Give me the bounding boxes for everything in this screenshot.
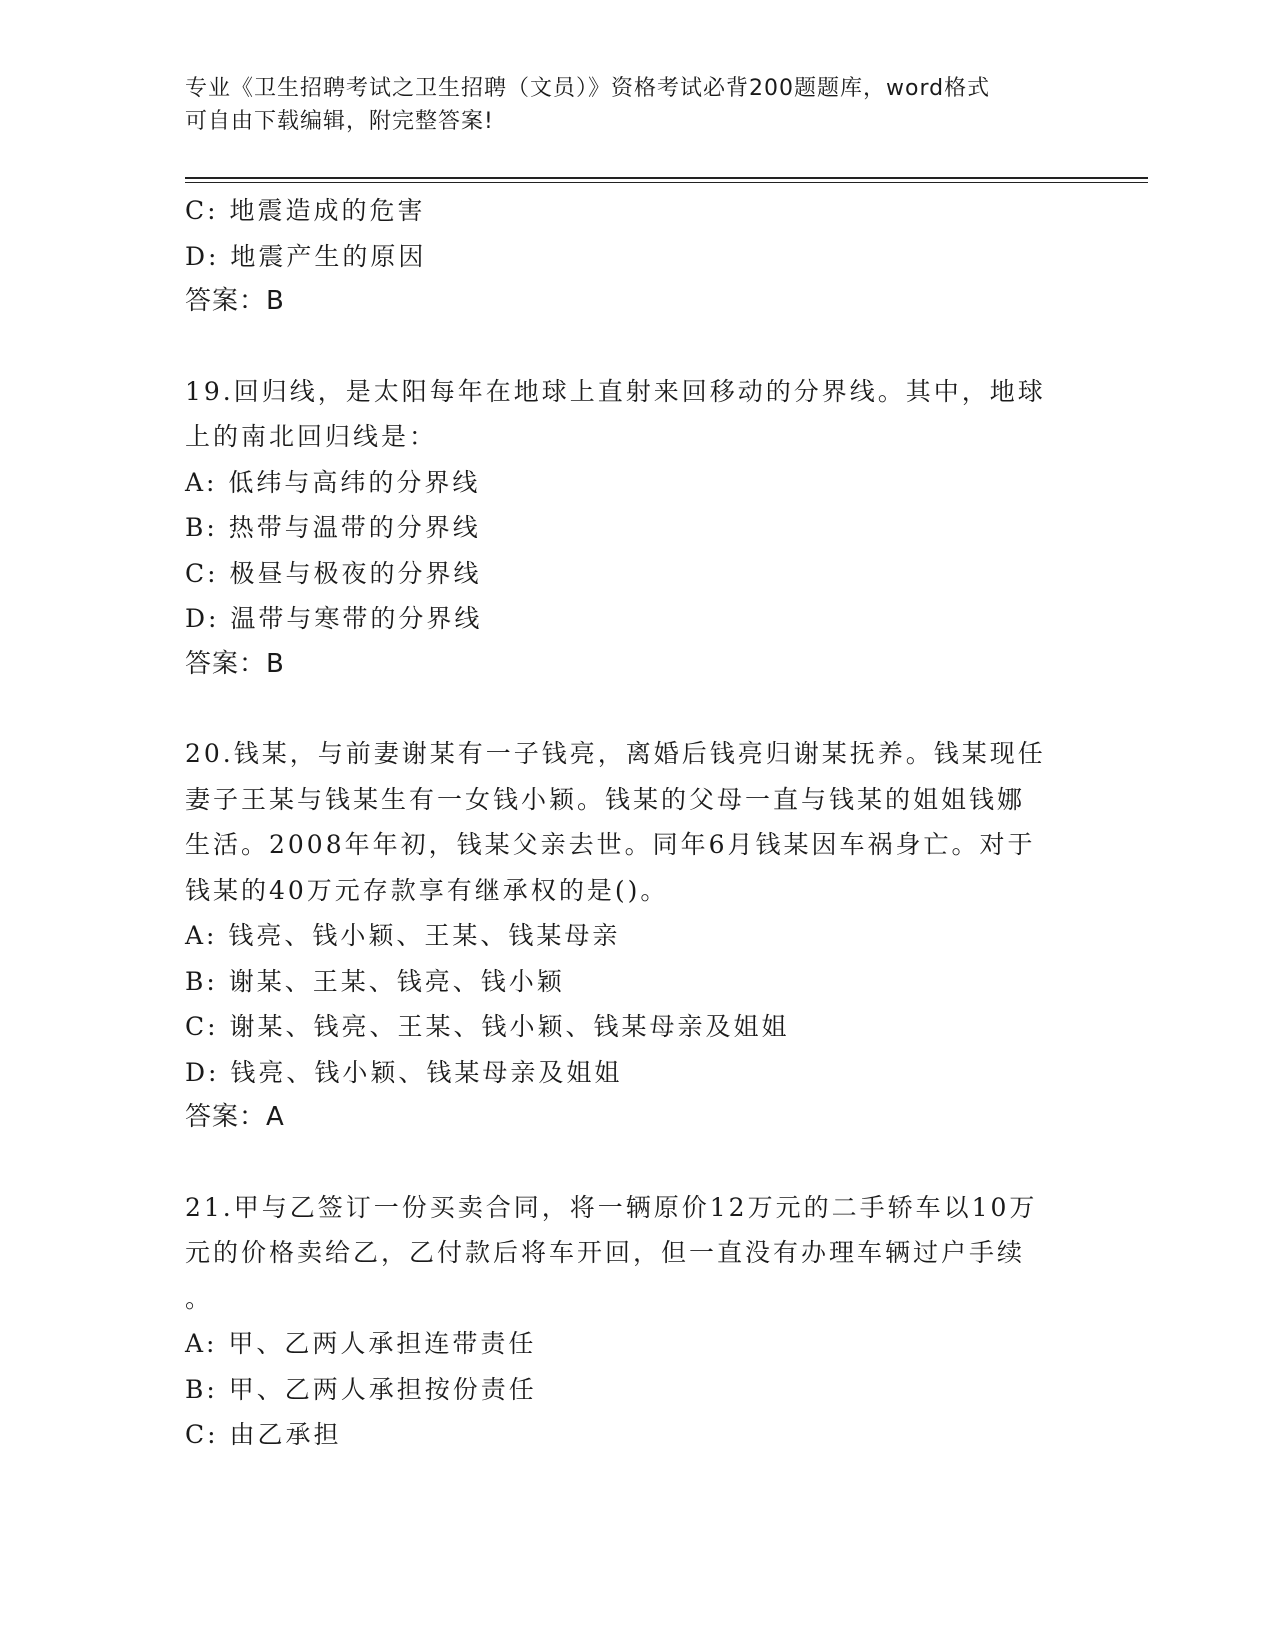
q19-stem-line-2: 上的南北回归线是： — [185, 422, 438, 451]
q20-option-c: C: 谢某、钱亮、王某、钱小颖、钱某母亲及姐姐 — [185, 1012, 790, 1041]
q20-stem-line-4: 钱某的40万元存款享有继承权的是()。 — [185, 875, 669, 905]
q19-answer: 答案：B — [185, 648, 285, 679]
spacer — [185, 1141, 1085, 1185]
q21-option-c: C: 由乙承担 — [185, 1420, 342, 1449]
q21-stem-line-2: 元的价格卖给乙，乙付款后将车开回，但一直没有办理车辆过户手续 — [185, 1238, 1026, 1267]
header-line-2: 可自由下载编辑，附完整答案! — [185, 109, 494, 134]
q20-stem-line-3: 生活。2008年年初，钱某父亲去世。同年6月钱某因车祸身亡。对于 — [185, 830, 1036, 859]
document-body — [185, 188, 1085, 1458]
q20-option-d: D: 钱亮、钱小颖、钱某母亲及姐姐 — [185, 1057, 623, 1087]
q18-option-c: C: 地震造成的危害 — [185, 196, 426, 225]
q18-answer: 答案：B — [185, 286, 285, 316]
q19-option-b: B: 热带与温带的分界线 — [185, 513, 481, 542]
header-line-1: 专业《卫生招聘考试之卫生招聘（文员）》资格考试必背200题题库，word格式 — [185, 76, 991, 101]
q18-option-d: D: 地震产生的原因 — [185, 241, 427, 271]
document-header — [185, 72, 1065, 138]
spacer — [185, 687, 1085, 731]
q20-option-a: A: 钱亮、钱小颖、王某、钱某母亲 — [185, 921, 621, 950]
q20-option-b: B: 谢某、王某、钱亮、钱小颖 — [185, 966, 565, 996]
spacer — [185, 325, 1085, 369]
q21-stem-line-1: 21.甲与乙签订一份买卖合同，将一辆原价12万元的二手轿车以10万 — [185, 1192, 1038, 1222]
q20-answer: 答案：A — [185, 1102, 285, 1132]
q20-stem-line-2: 妻子王某与钱某生有一女钱小颖。钱某的父母一直与钱某的姐姐钱娜 — [185, 784, 1026, 814]
q21-option-a: A: 甲、乙两人承担连带责任 — [185, 1329, 537, 1358]
header-divider — [185, 177, 1148, 183]
q20-stem-line-1: 20.钱某，与前妻谢某有一子钱亮，离婚后钱亮归谢某抚养。钱某现任 — [185, 739, 1046, 768]
q21-stem-line-3: 。 — [185, 1283, 214, 1313]
q21-option-b: B: 甲、乙两人承担按份责任 — [185, 1374, 537, 1404]
q19-option-d: D: 温带与寒带的分界线 — [185, 604, 483, 633]
q19-option-c: C: 极昼与极夜的分界线 — [185, 558, 482, 588]
q19-option-a: A: 低纬与高纬的分界线 — [185, 467, 481, 497]
q19-stem-line-1: 19.回归线，是太阳每年在地球上直射来回移动的分界线。其中，地球 — [185, 376, 1046, 406]
